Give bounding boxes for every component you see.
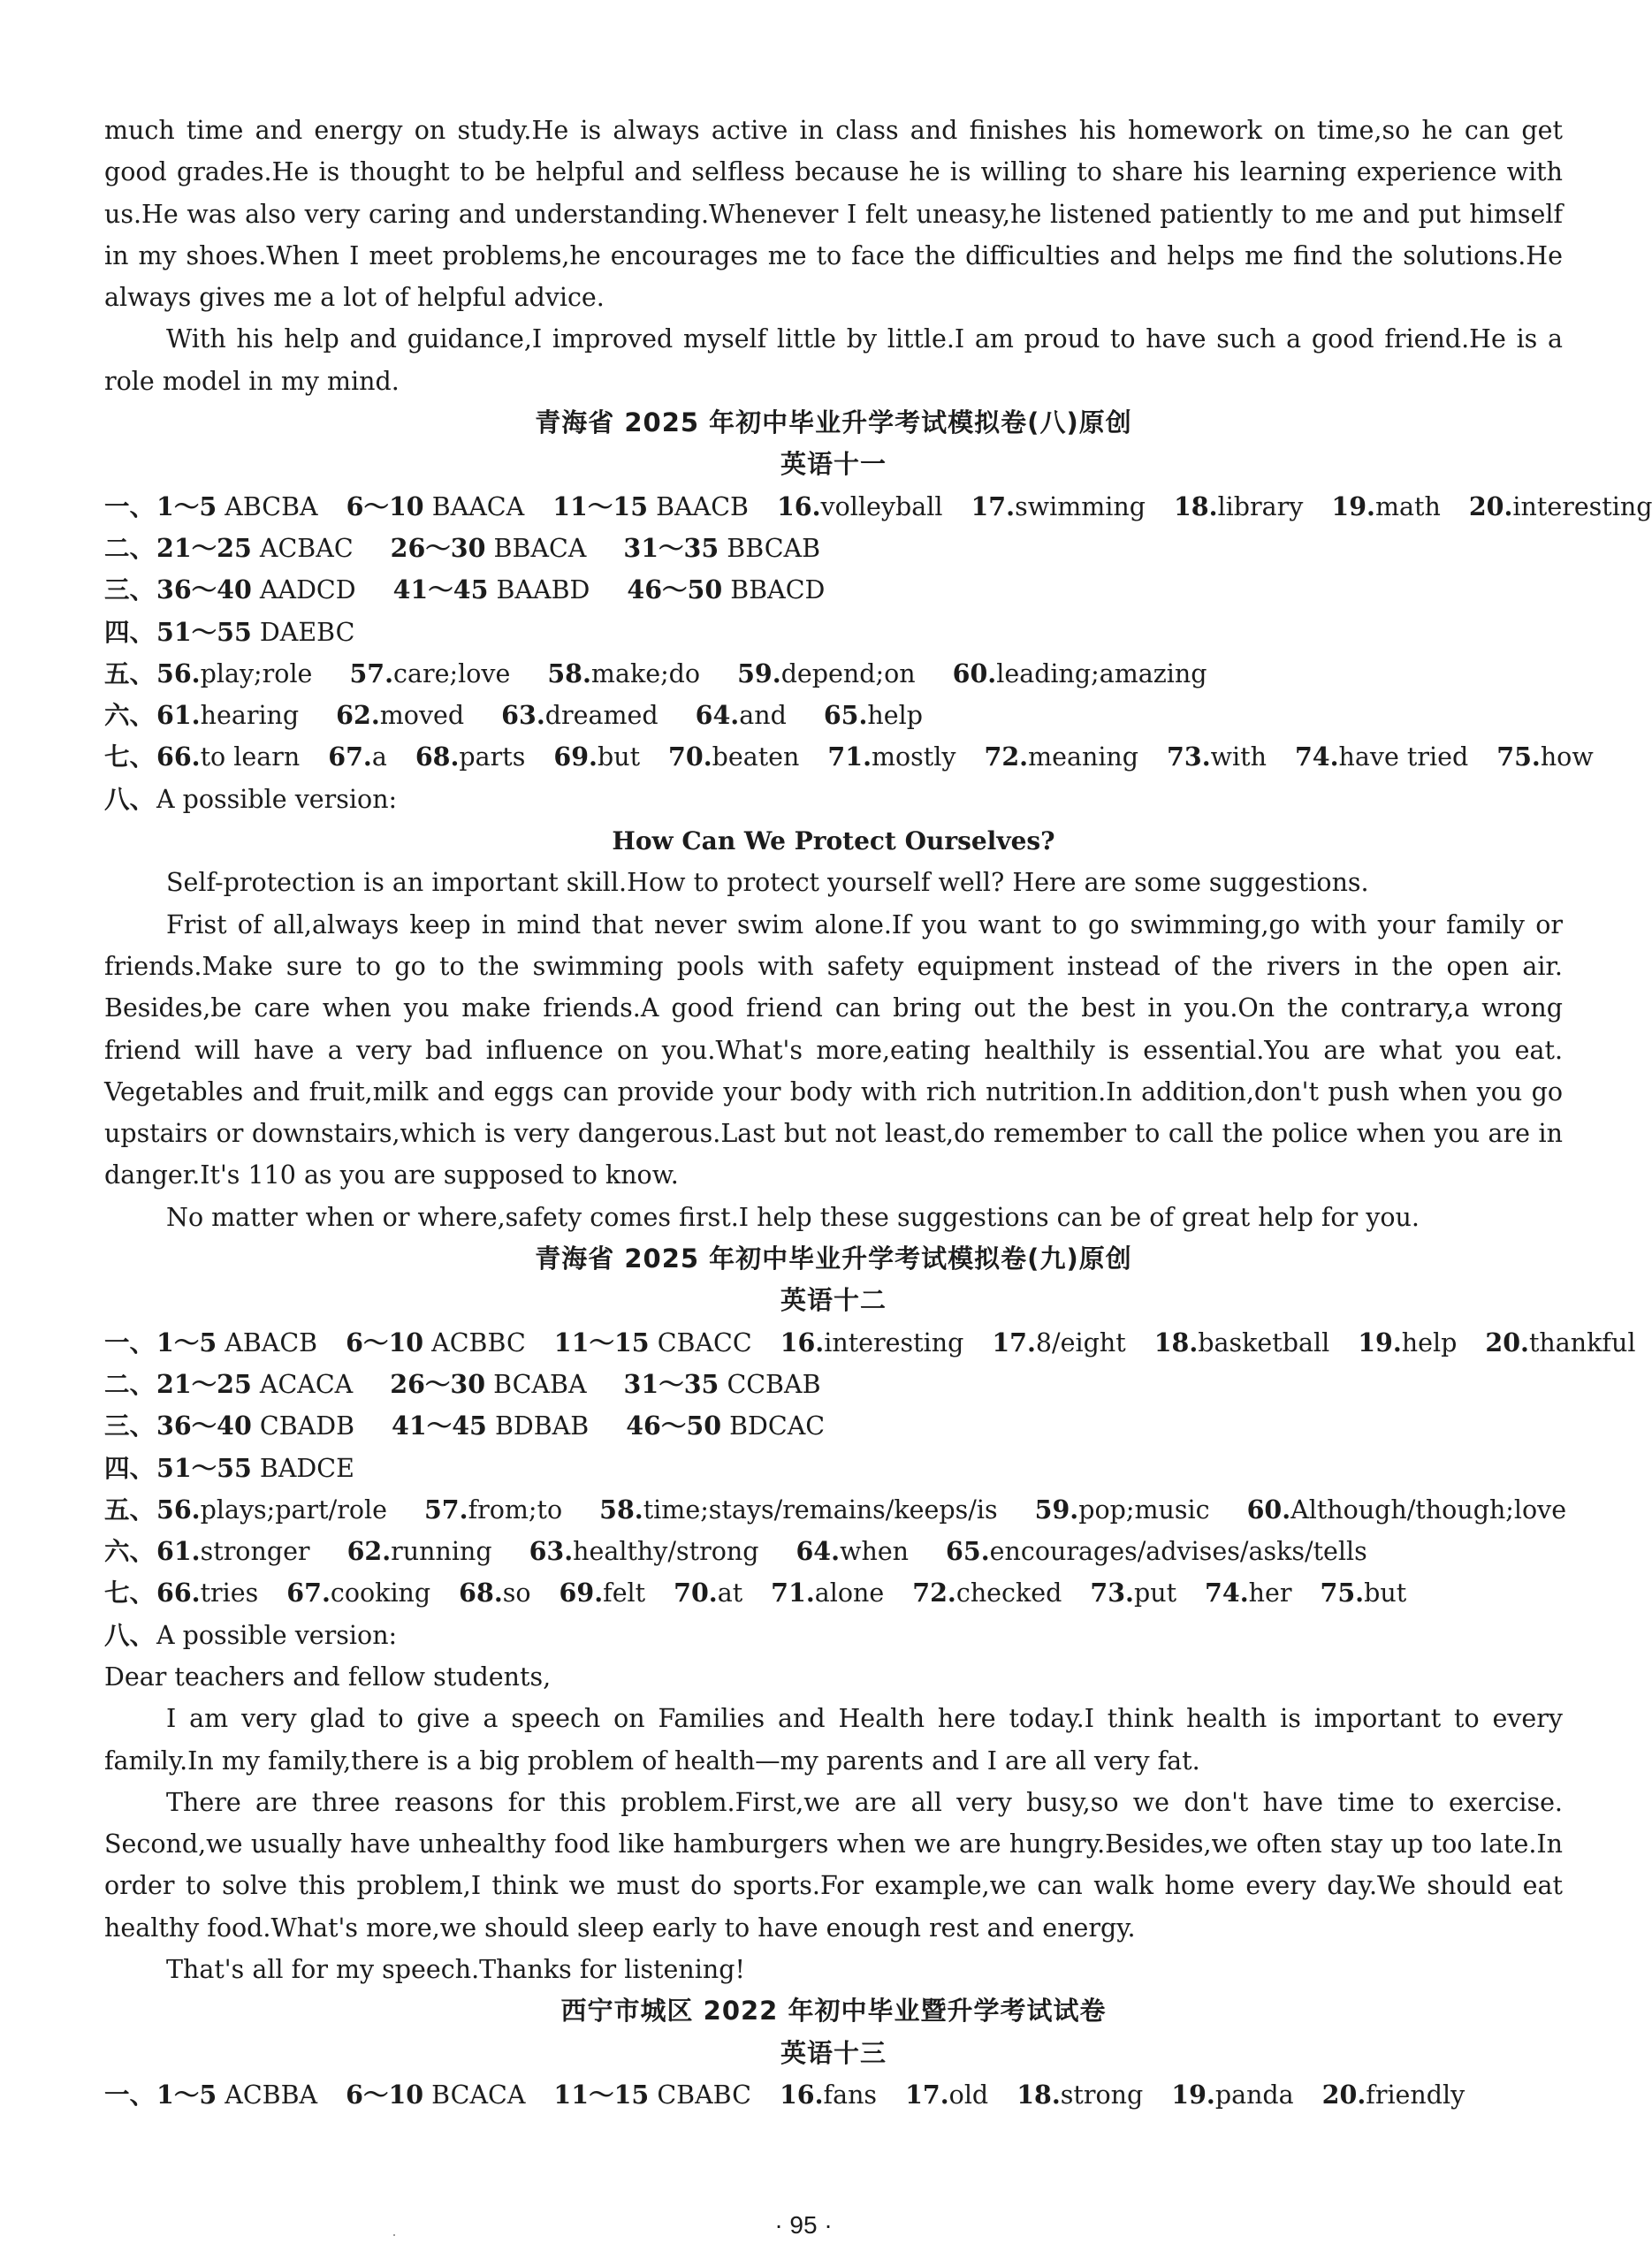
answer-row xyxy=(104,1405,1563,1447)
answer-item xyxy=(529,1531,759,1572)
answer-item xyxy=(347,1531,492,1572)
section-label: 一、 xyxy=(104,2080,156,2110)
answer-item xyxy=(156,612,354,653)
question-number: 73. xyxy=(1167,741,1211,772)
paper-8-section xyxy=(104,402,1652,1238)
answer-item xyxy=(1167,736,1267,778)
paper-title: 青海省 2025 年初中毕业升学考试模拟卷(九)原创 xyxy=(535,1243,1132,1274)
answer-text: have tried xyxy=(1338,742,1469,772)
essay-paragraph: Frist of all,always keep in mind that never swim alone.If you want to go swimming,go with your family or friends.Make sure to go to the swimming pools with safety equipment instead of the rivers in the open air. Besides,be care when you make friends.A good friend can bring out the best in you.On the contrary,a wrong friend will have a very bad influence on you.What's more,eating healthily is essential.You are what you eat. Vegetables and fruit,milk and eggs can provide your body with rich nutrition.In addition,don't push when you go upstairs or downstairs,which is very dangerous.Last but not least,do remember to call the police when you are in danger.It's 110 as you are supposed to know. xyxy=(104,909,1563,1190)
answer-item xyxy=(392,1405,589,1447)
question-number: 17. xyxy=(992,1327,1036,1357)
writing-intro: A possible version: xyxy=(156,784,398,814)
writing-label-row xyxy=(104,1615,1563,1656)
answer-item xyxy=(668,736,799,778)
answer-item xyxy=(349,653,510,695)
paper-subtitle: 英语十二 xyxy=(780,1285,887,1316)
section-label: 六、 xyxy=(104,701,156,731)
answer-item xyxy=(501,695,658,736)
answer-item xyxy=(156,653,312,695)
answer-item xyxy=(156,695,299,736)
answer-row xyxy=(104,1531,1563,1572)
question-number: 31～35 xyxy=(623,1368,719,1399)
question-number: 71. xyxy=(827,741,872,772)
section-label: 五、 xyxy=(104,658,156,688)
answer-text: play;role xyxy=(200,658,313,688)
answer-item xyxy=(599,1489,997,1531)
answer-row xyxy=(104,695,1563,736)
answer-text: hearing xyxy=(200,701,300,731)
answer-text: friendly xyxy=(1366,2080,1465,2110)
answer-text: care;love xyxy=(393,658,511,688)
answer-item xyxy=(1496,736,1594,778)
answer-text: BAACB xyxy=(656,491,749,521)
answer-text: parts xyxy=(459,742,526,772)
paper-subtitle: 英语十三 xyxy=(780,2037,887,2068)
answer-text: dreamed xyxy=(544,701,659,731)
question-number: 64. xyxy=(796,1536,841,1567)
section-label: 三、 xyxy=(104,575,156,605)
answer-item xyxy=(777,486,943,528)
answer-item xyxy=(1174,486,1303,528)
answer-text: stronger xyxy=(200,1537,310,1567)
answer-text: meaning xyxy=(1028,742,1139,772)
section-label: 四、 xyxy=(104,617,156,647)
essay-paragraph: I am very glad to give a speech on Families and Health here today.I think health is important to every family.In my family,there is a big problem of health—my parents and I are all very fat. xyxy=(104,1704,1563,1776)
answer-text: help xyxy=(1401,1327,1458,1357)
answer-text: ACACA xyxy=(259,1369,354,1399)
answer-text: BBACD xyxy=(730,575,826,605)
paper-title: 青海省 2025 年初中毕业升学考试模拟卷(八)原创 xyxy=(535,407,1132,438)
section-label: 一、 xyxy=(104,1327,156,1357)
answer-text: plays;part/role xyxy=(200,1494,387,1525)
answer-item xyxy=(1295,736,1468,778)
question-number: 67. xyxy=(286,1578,331,1608)
answer-text: BBCAB xyxy=(727,533,821,563)
answer-item xyxy=(328,736,387,778)
answer-item xyxy=(971,486,1146,528)
answer-item xyxy=(156,1405,354,1447)
answer-item xyxy=(156,1448,354,1489)
answer-item xyxy=(946,1531,1367,1572)
answer-row xyxy=(104,2074,1563,2116)
answer-item xyxy=(737,653,916,695)
answer-row xyxy=(104,653,1563,695)
answer-item xyxy=(156,1364,353,1405)
answer-text: how xyxy=(1540,742,1594,772)
question-number: 66. xyxy=(156,1578,201,1608)
answer-item xyxy=(827,736,955,778)
answer-text: checked xyxy=(955,1578,1062,1608)
answer-item xyxy=(552,486,749,528)
question-number: 1～5 xyxy=(156,491,217,521)
question-number: 21～25 xyxy=(156,1368,252,1399)
answer-row xyxy=(104,528,1563,569)
section-label: 三、 xyxy=(104,1411,156,1441)
answer-item xyxy=(156,1322,317,1364)
answer-item xyxy=(286,1572,430,1614)
answer-item xyxy=(627,569,825,611)
answer-text: beaten xyxy=(712,742,800,772)
answer-text: tries xyxy=(200,1578,259,1608)
question-number: 69. xyxy=(553,741,598,772)
question-number: 68. xyxy=(459,1578,503,1608)
question-number: 17. xyxy=(971,491,1016,521)
answer-text: BADCE xyxy=(259,1453,354,1483)
answer-item xyxy=(1205,1572,1291,1614)
answer-text: help xyxy=(867,701,924,731)
question-number: 59. xyxy=(1034,1494,1079,1525)
answer-item xyxy=(905,2074,988,2116)
paper-9-section xyxy=(104,1238,1636,1990)
answer-text: Although/though;love xyxy=(1290,1494,1567,1525)
answer-item xyxy=(771,1572,884,1614)
question-number: 26～30 xyxy=(390,1368,486,1399)
question-number: 41～45 xyxy=(392,574,489,605)
answer-text: felt xyxy=(603,1578,646,1608)
answer-item xyxy=(554,1322,752,1364)
answer-item xyxy=(992,1322,1125,1364)
question-number: 62. xyxy=(336,700,380,731)
question-number: 41～45 xyxy=(392,1411,487,1441)
question-number: 75. xyxy=(1496,741,1541,772)
question-number: 73. xyxy=(1090,1578,1134,1608)
scan-speck xyxy=(393,2234,395,2236)
section-label: 四、 xyxy=(104,1453,156,1483)
answer-item xyxy=(156,528,354,569)
question-number: 57. xyxy=(423,1494,468,1525)
answer-item xyxy=(156,1489,387,1531)
answer-item xyxy=(1090,1572,1176,1614)
answer-item xyxy=(553,736,640,778)
answer-text: healthy/strong xyxy=(573,1537,759,1567)
question-number: 74. xyxy=(1294,741,1339,772)
question-number: 60. xyxy=(1246,1494,1291,1525)
question-number: 62. xyxy=(346,1536,392,1567)
answer-item xyxy=(156,569,356,611)
answer-text: but xyxy=(597,742,641,772)
question-number: 19. xyxy=(1171,2079,1215,2110)
answer-text: depend;on xyxy=(780,658,916,688)
answer-text: CBADB xyxy=(259,1411,355,1441)
answer-text: ABCBA xyxy=(225,491,318,521)
answer-text: BAABD xyxy=(496,575,590,605)
answer-item xyxy=(346,486,525,528)
answer-text: BAACA xyxy=(431,491,525,521)
answer-item xyxy=(1321,1572,1407,1614)
answer-row xyxy=(104,1322,1636,1364)
question-number: 16. xyxy=(776,491,821,521)
answer-item xyxy=(560,1572,646,1614)
answer-item xyxy=(624,1364,821,1405)
writing-label-row xyxy=(104,779,1563,820)
answer-text: BDCAC xyxy=(729,1411,826,1441)
answer-item xyxy=(156,1531,310,1572)
question-number: 36～40 xyxy=(156,1411,252,1441)
question-number: 46～50 xyxy=(626,1411,722,1441)
essay-title: How Can We Protect Ourselves? xyxy=(612,826,1055,856)
answer-text: panda xyxy=(1214,2080,1294,2110)
question-number: 26～30 xyxy=(390,532,486,563)
essay-paragraph: With his help and guidance,I improved myself little by little.I am proud to have such a good friend.He is a role model in my mind. xyxy=(104,324,1563,396)
answer-item xyxy=(415,736,526,778)
answer-text: pop;music xyxy=(1078,1494,1210,1525)
question-number: 31～35 xyxy=(623,532,719,563)
answer-item xyxy=(390,1364,586,1405)
question-number: 72. xyxy=(984,741,1029,772)
essay-paragraph: Self-protection is an important skill.How to protect yourself well? Here are some suggestions. xyxy=(166,868,1369,898)
answer-text: leading;amazing xyxy=(996,658,1207,688)
answer-item xyxy=(796,1531,909,1572)
question-number: 36～40 xyxy=(156,574,252,605)
answer-item xyxy=(346,2074,525,2116)
answer-text: volleyball xyxy=(820,491,943,521)
answer-item xyxy=(674,1572,742,1614)
question-number: 18. xyxy=(1173,491,1218,521)
answer-item xyxy=(696,695,787,736)
question-number: 71. xyxy=(771,1578,815,1608)
answer-item xyxy=(780,1322,964,1364)
answer-text: CBACC xyxy=(657,1327,752,1357)
answer-item xyxy=(1485,1322,1635,1364)
answer-item xyxy=(984,736,1138,778)
answer-text: with xyxy=(1210,742,1267,772)
question-number: 18. xyxy=(1016,2079,1061,2110)
answer-text: 8/eight xyxy=(1035,1327,1126,1357)
answer-item xyxy=(156,1572,258,1614)
answer-text: BDBAB xyxy=(494,1411,590,1441)
answer-text: AADCD xyxy=(259,575,356,605)
answer-text: old xyxy=(948,2080,989,2110)
question-number: 67. xyxy=(328,741,372,772)
answer-text: so xyxy=(502,1578,531,1608)
answer-text: BBACA xyxy=(493,533,587,563)
question-number: 68. xyxy=(415,741,460,772)
answer-row xyxy=(104,1448,1563,1489)
page-number: · 95 · xyxy=(774,2211,833,2239)
question-number: 11～15 xyxy=(552,491,649,521)
question-number: 70. xyxy=(668,741,712,772)
answer-text: interesting xyxy=(824,1327,964,1357)
question-number: 19. xyxy=(1358,1327,1402,1357)
question-number: 51～55 xyxy=(156,616,252,647)
answer-item xyxy=(1358,1322,1457,1364)
question-number: 72. xyxy=(912,1578,956,1608)
question-number: 6～10 xyxy=(346,491,424,521)
paper-13-section xyxy=(104,1990,1563,2116)
answer-item xyxy=(626,1405,825,1447)
question-number: 16. xyxy=(780,1327,825,1357)
answer-item xyxy=(553,2074,751,2116)
question-number: 46～50 xyxy=(627,574,723,605)
section-label: 一、 xyxy=(104,491,156,521)
essay-paragraph: No matter when or where,safety comes first.I help these suggestions can be of great help for you. xyxy=(166,1202,1420,1232)
answer-text: mostly xyxy=(872,742,956,772)
answer-row xyxy=(104,1489,1567,1531)
answer-text: make;do xyxy=(590,658,701,688)
answer-text: put xyxy=(1133,1578,1177,1608)
answer-text: library xyxy=(1217,491,1304,521)
paper-subtitle: 英语十一 xyxy=(780,449,887,480)
paper-title: 西宁市城区 2022 年初中毕业暨升学考试试卷 xyxy=(560,1996,1107,2027)
essay-paragraph: That's all for my speech.Thanks for listening! xyxy=(166,1955,745,1985)
answer-text: strong xyxy=(1060,2080,1144,2110)
answer-text: at xyxy=(717,1578,743,1608)
question-number: 19. xyxy=(1331,491,1375,521)
question-number: 51～55 xyxy=(156,1452,252,1483)
answer-rows xyxy=(104,1322,1636,1615)
question-number: 63. xyxy=(501,700,545,731)
answer-item xyxy=(953,653,1207,695)
answer-item xyxy=(912,1572,1062,1614)
answer-item xyxy=(156,486,318,528)
answer-item xyxy=(346,1322,526,1364)
question-number: 56. xyxy=(156,658,201,688)
speech-salutation: Dear teachers and fellow students, xyxy=(104,1662,552,1692)
answer-text: DAEBC xyxy=(259,617,355,647)
answer-row xyxy=(104,612,1563,653)
question-number: 18. xyxy=(1153,1327,1199,1357)
answer-text: BCACA xyxy=(431,2080,526,2110)
question-number: 21～25 xyxy=(156,532,252,563)
answer-row xyxy=(104,1572,1563,1614)
question-number: 58. xyxy=(599,1494,643,1525)
answer-key-page xyxy=(104,110,1652,2116)
section-label: 八、 xyxy=(104,1620,156,1650)
question-number: 6～10 xyxy=(346,1327,424,1357)
answer-row xyxy=(104,1364,1563,1405)
question-number: 56. xyxy=(156,1494,201,1525)
question-number: 61. xyxy=(156,700,201,731)
answer-text: interesting xyxy=(1512,491,1652,521)
answer-rows xyxy=(104,2074,1563,2116)
section-label: 五、 xyxy=(104,1494,156,1525)
writing-intro: A possible version: xyxy=(156,1620,398,1650)
question-number: 20. xyxy=(1468,491,1513,521)
answer-text: ACBBC xyxy=(431,1327,526,1357)
question-number: 75. xyxy=(1320,1578,1365,1608)
answer-item xyxy=(1469,486,1652,528)
answer-text: ACBAC xyxy=(259,533,354,563)
answer-text: basketball xyxy=(1198,1327,1330,1357)
answer-row xyxy=(104,736,1594,778)
answer-text: time;stays/remains/keeps/is xyxy=(643,1494,998,1525)
answer-item xyxy=(1322,2074,1465,2116)
question-number: 20. xyxy=(1485,1327,1529,1357)
question-number: 60. xyxy=(952,658,997,688)
answer-item xyxy=(391,528,587,569)
answer-text: ABACB xyxy=(225,1327,318,1357)
answer-text: and xyxy=(739,701,787,731)
answer-text: ACBBA xyxy=(225,2080,318,2110)
answer-text: encourages/advises/asks/tells xyxy=(989,1537,1367,1567)
answer-item xyxy=(1247,1489,1567,1531)
answer-text: CBABC xyxy=(657,2080,751,2110)
answer-item xyxy=(1016,2074,1143,2116)
question-number: 74. xyxy=(1205,1578,1249,1608)
answer-row xyxy=(104,486,1652,528)
question-number: 16. xyxy=(779,2079,824,2110)
answer-text: but xyxy=(1364,1578,1407,1608)
answer-text: running xyxy=(391,1537,492,1567)
answer-text: swimming xyxy=(1015,491,1146,521)
answer-item xyxy=(1171,2074,1293,2116)
answer-text: a xyxy=(371,742,387,772)
answer-text: moved xyxy=(379,701,465,731)
section-label: 七、 xyxy=(104,1578,156,1608)
question-number: 61. xyxy=(156,1536,201,1567)
question-number: 63. xyxy=(529,1536,574,1567)
answer-rows xyxy=(104,486,1652,779)
essay-paragraph: There are three reasons for this problem.First,we are all very busy,so we don't have time to exercise. Second,we usually have unhealthy food like hamburgers when we are hungry.Besides,we often stay up too late.In order to solve this problem,I think we must do sports.For example,we can walk home every day.We should eat healthy food.What's more,we should sleep early to have enough rest and energy. xyxy=(104,1787,1563,1943)
answer-text: when xyxy=(840,1537,910,1567)
question-number: 20. xyxy=(1321,2079,1367,2110)
answer-text: cooking xyxy=(330,1578,431,1608)
section-label: 六、 xyxy=(104,1537,156,1567)
answer-item xyxy=(1035,1489,1210,1531)
answer-item xyxy=(156,2074,317,2116)
answer-row xyxy=(104,569,1563,611)
question-number: 17. xyxy=(905,2079,949,2110)
question-number: 65. xyxy=(823,700,868,731)
essay-paragraph: much time and energy on study.He is always active in class and finishes his homework on time,so he can get good grades.He is thought to be helpful and selfless because he is willing to share his learning experience with us.He was also very caring and understanding.Whenever I felt uneasy,he listened patiently to me and put himself in my shoes.When I meet problems,he encourages me to face the difficulties and helps me find the solutions.He always gives me a lot of helpful advice. xyxy=(104,116,1563,313)
question-number: 57. xyxy=(349,658,394,688)
answer-text: CCBAB xyxy=(727,1369,821,1399)
answer-item xyxy=(156,736,300,778)
answer-text: from;to xyxy=(468,1494,563,1525)
question-number: 66. xyxy=(156,741,201,772)
question-number: 70. xyxy=(674,1578,718,1608)
answer-text: math xyxy=(1374,491,1441,521)
answer-item xyxy=(424,1489,562,1531)
answer-text: to learn xyxy=(200,742,301,772)
section-label: 二、 xyxy=(104,1369,156,1399)
answer-item xyxy=(336,695,464,736)
answer-item xyxy=(1331,486,1440,528)
question-number: 64. xyxy=(695,700,740,731)
answer-item xyxy=(547,653,700,695)
answer-item xyxy=(393,569,590,611)
question-number: 1～5 xyxy=(156,1327,217,1357)
answer-item xyxy=(1154,1322,1330,1364)
question-number: 69. xyxy=(559,1578,604,1608)
question-number: 1～5 xyxy=(156,2079,217,2110)
answer-text: fans xyxy=(823,2080,878,2110)
question-number: 6～10 xyxy=(346,2079,424,2110)
question-number: 59. xyxy=(737,658,781,688)
question-number: 11～15 xyxy=(553,1327,650,1357)
question-number: 58. xyxy=(547,658,591,688)
answer-text: thankful xyxy=(1528,1327,1636,1357)
answer-item xyxy=(824,695,923,736)
section-label: 七、 xyxy=(104,742,156,772)
question-number: 65. xyxy=(946,1536,990,1567)
section-label: 八、 xyxy=(104,784,156,814)
answer-item xyxy=(459,1572,530,1614)
section-label: 二、 xyxy=(104,533,156,563)
answer-text: her xyxy=(1248,1578,1292,1608)
answer-text: alone xyxy=(814,1578,885,1608)
answer-item xyxy=(780,2074,877,2116)
answer-item xyxy=(623,528,820,569)
answer-text: BCABA xyxy=(493,1369,587,1399)
question-number: 11～15 xyxy=(553,2079,650,2110)
